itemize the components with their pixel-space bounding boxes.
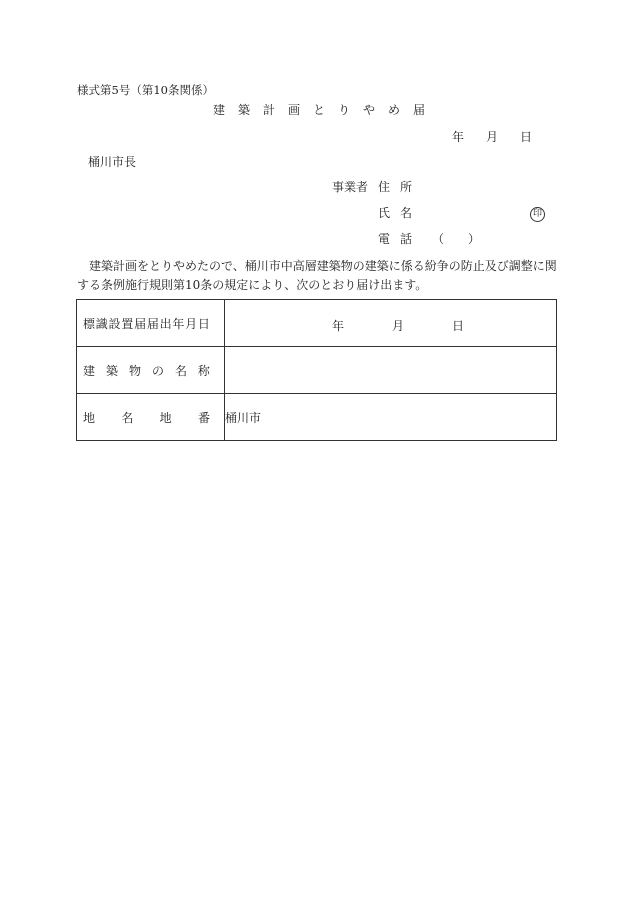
addressee: 桶川市長 <box>88 155 137 169</box>
notice-date-year-label: 年 <box>332 319 345 333</box>
name-label-char-2: 名 <box>400 206 413 220</box>
submission-year-label: 年 <box>452 130 465 144</box>
notice-date-label-cell <box>77 300 225 347</box>
phone-label-char-1: 電 <box>378 232 391 246</box>
phone-parentheses: （ ） <box>432 232 481 246</box>
submission-month-label: 月 <box>486 130 499 144</box>
table-row <box>77 347 557 394</box>
applicant-role-label: 事業者 <box>332 180 369 194</box>
form-number: 様式第5号（第10条関係） <box>77 83 214 97</box>
notice-date-day-label: 日 <box>452 319 465 333</box>
phone-label-char-2: 話 <box>400 232 413 246</box>
address-label-char-2: 所 <box>400 180 413 194</box>
seal-mark-icon: 印 <box>530 207 545 222</box>
building-name-label-cell <box>77 347 225 394</box>
name-label-char-1: 氏 <box>378 206 391 220</box>
notice-date-label: 標 識 設 置 届 届 出 年 月 日 <box>83 316 210 331</box>
notice-date-month-label: 月 <box>392 319 405 333</box>
address-label-char-1: 住 <box>378 180 391 194</box>
lot-location-label-cell <box>77 394 225 441</box>
table-row <box>77 300 557 347</box>
lot-location-label: 地 名 地 番 <box>83 410 210 425</box>
notice-date-value-cell[interactable] <box>225 300 557 347</box>
declaration-text: 建築計画をとりやめたので、桶川市中高層建築物の建築に係る紛争の防止及び調整に関する条例施行規則第10条の規定により、次のとおり届け出ます。 <box>77 259 557 292</box>
lot-location-value-cell[interactable]: 桶川市 <box>225 394 557 441</box>
document-title: 建築計画とりやめ届 <box>213 103 439 117</box>
notification-details-table <box>76 299 557 441</box>
building-name-value-cell[interactable] <box>225 347 557 394</box>
table-row <box>77 394 557 441</box>
submission-day-label: 日 <box>520 130 533 144</box>
building-name-label: 建 築 物 の 名 称 <box>83 363 210 378</box>
